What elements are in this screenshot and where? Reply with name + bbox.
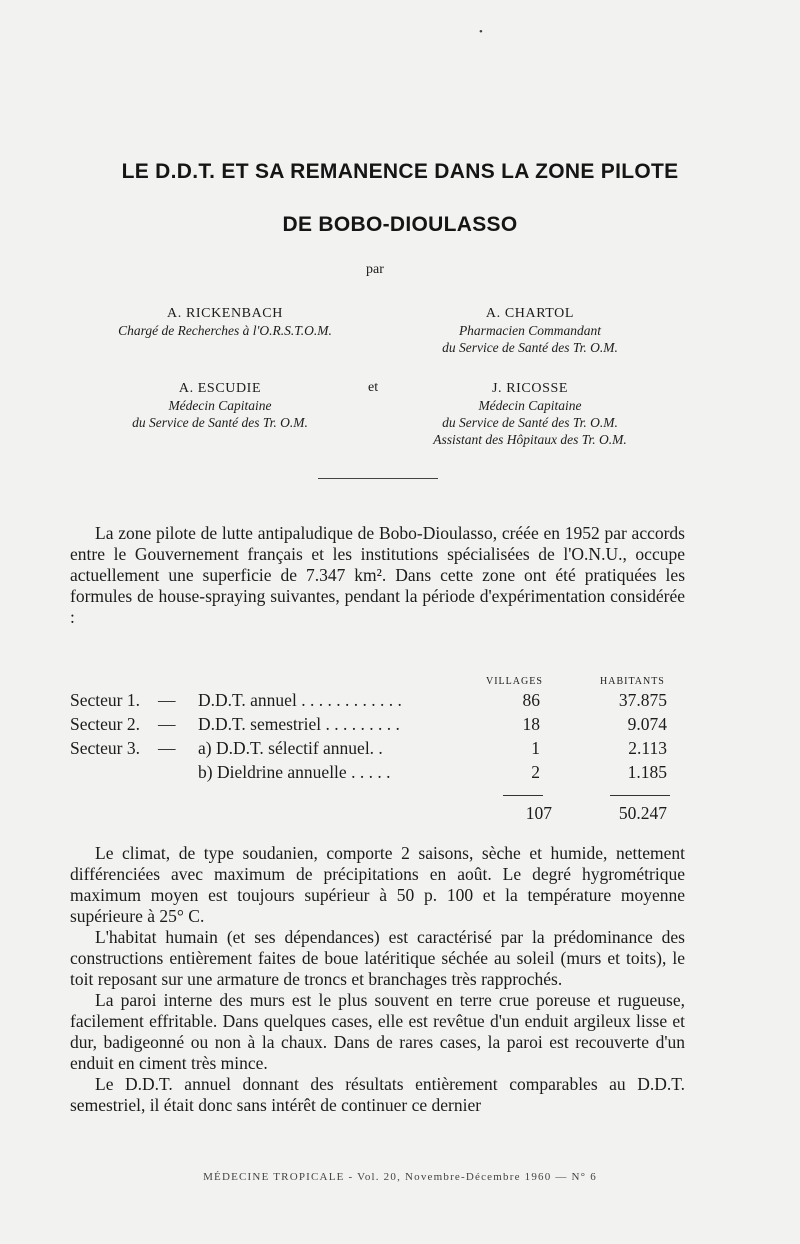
author-name: J. RICOSSE bbox=[491, 381, 569, 396]
table-row bbox=[70, 738, 670, 760]
table-row bbox=[70, 714, 670, 736]
column-header-villages: VILLAGES bbox=[486, 676, 543, 687]
villages-total: 107 bbox=[525, 803, 552, 823]
author-role: Médecin Capitaine bbox=[478, 398, 582, 413]
journal-footer: MÉDECINE TROPICALE - Vol. 20, Novembre-Décembre 1960 — N° 6 bbox=[203, 1171, 597, 1183]
paragraph: L'habitat humain (et ses dépendances) est caractérisé par la prédominance des constructions entièrement faites de boue latéritique séchée au soleil (murs et toits), le toit reposant sur une armature de troncs et branchages très rapprochés. bbox=[70, 927, 685, 989]
author-role: Chargé de Recherches à l'O.R.S.T.O.M. bbox=[118, 323, 332, 338]
author-role: du Service de Santé des Tr. O.M. bbox=[442, 340, 618, 355]
author-role: Assistant des Hôpitaux des Tr. O.M. bbox=[433, 432, 627, 447]
author-name: A. ESCUDIE bbox=[178, 381, 262, 396]
row-dash: — bbox=[158, 690, 176, 710]
author-role: du Service de Santé des Tr. O.M. bbox=[442, 415, 618, 430]
total-rule bbox=[503, 795, 543, 796]
habitants-value: 1.185 bbox=[627, 762, 667, 782]
table-total-row bbox=[70, 803, 670, 825]
table-row bbox=[70, 690, 670, 712]
sector-label: Secteur 2. bbox=[70, 714, 140, 734]
treatment-label: a) D.D.T. sélectif annuel. . bbox=[198, 738, 383, 758]
author-block bbox=[395, 380, 665, 448]
treatment-label: D.D.T. semestriel . . . . . . . . . bbox=[198, 714, 400, 734]
author-block bbox=[80, 380, 360, 431]
habitants-value: 9.074 bbox=[627, 714, 667, 734]
villages-value: 86 bbox=[522, 690, 540, 710]
paragraph: Le D.D.T. annuel donnant des résultats entièrement comparables au D.D.T. semestriel, il était donc sans intérêt de continuer ce dernier bbox=[70, 1074, 685, 1115]
villages-value: 18 bbox=[522, 714, 540, 734]
article-title-line-1: LE D.D.T. ET SA REMANENCE DANS LA ZONE PILOTE bbox=[121, 160, 679, 183]
author-name: A. CHARTOL bbox=[485, 306, 575, 321]
author-block bbox=[400, 305, 660, 356]
author-name: A. RICKENBACH bbox=[167, 306, 283, 321]
page-mark: • bbox=[479, 26, 483, 38]
villages-value: 1 bbox=[531, 738, 540, 758]
paragraph: Le climat, de type soudanien, comporte 2 saisons, sèche et humide, nettement différenciées avec maximum de précipitations en août. Le degré hygrométrique maximum moyen est toujours supérieur à 50 p. 100 et la température moyenne supérieure à 25° C. bbox=[70, 843, 685, 926]
article-title-line-2: DE BOBO-DIOULASSO bbox=[282, 213, 518, 236]
paragraph: La zone pilote de lutte antipaludique de Bobo-Dioulasso, créée en 1952 par accords entre le Gouvernement français et les institutions spécialisées de l'O.N.U., occupe actuellement une superficie de 7.347 km². Dans cette zone ont été pratiquées les formules de house-spraying suivantes, pendant la période d'expérimentation considérée : bbox=[70, 523, 685, 627]
column-header-habitants: HABITANTS bbox=[600, 676, 665, 687]
habitants-value: 2.113 bbox=[628, 738, 667, 758]
intro-section bbox=[70, 523, 685, 628]
row-dash: — bbox=[158, 714, 176, 734]
villages-value: 2 bbox=[531, 762, 540, 782]
total-rule bbox=[610, 795, 670, 796]
habitants-value: 37.875 bbox=[618, 690, 667, 710]
title-separator bbox=[318, 478, 438, 479]
paragraph: La paroi interne des murs est le plus souvent en terre crue poreuse et rugueuse, facilement effritable. Dans quelques cases, elle est revêtue d'un enduit argileux lisse et dur, badigeonné ou non à la chaux. Dans de rares cases, la paroi est recouverte d'un enduit en ciment très mince. bbox=[70, 990, 685, 1073]
treatment-label: D.D.T. annuel . . . . . . . . . . . . bbox=[198, 690, 402, 710]
sector-label: Secteur 3. bbox=[70, 738, 140, 758]
author-block bbox=[60, 305, 390, 339]
author-conjunction: et bbox=[368, 380, 379, 395]
treatment-label: b) Dieldrine annuelle . . . . . bbox=[198, 762, 391, 782]
table-row bbox=[70, 762, 670, 784]
by-label: par bbox=[366, 262, 384, 277]
row-dash: — bbox=[158, 738, 176, 758]
author-role: Pharmacien Commandant bbox=[458, 323, 602, 338]
author-role: du Service de Santé des Tr. O.M. bbox=[132, 415, 308, 430]
habitants-total: 50.247 bbox=[618, 803, 667, 823]
body-section bbox=[70, 843, 685, 1116]
author-role: Médecin Capitaine bbox=[168, 398, 272, 413]
sector-label: Secteur 1. bbox=[70, 690, 140, 710]
